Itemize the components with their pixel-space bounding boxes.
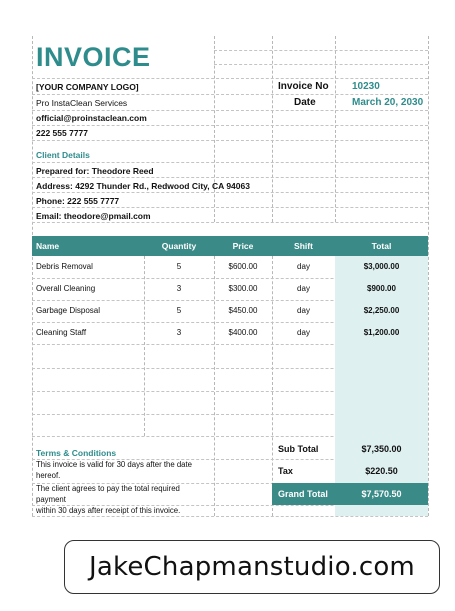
subtotal-label: Sub Total bbox=[278, 444, 319, 454]
invoice-no-label: Invoice No bbox=[278, 81, 329, 92]
tax-label: Tax bbox=[278, 466, 293, 476]
item-total: $1,200.00 bbox=[363, 328, 400, 337]
grid-line bbox=[32, 110, 428, 111]
terms-line: This invoice is valid for 30 days after the date bbox=[36, 460, 193, 469]
header-price: Price bbox=[232, 241, 254, 251]
grid-line bbox=[32, 207, 428, 208]
item-price: $450.00 bbox=[228, 306, 258, 315]
item-name: Cleaning Staff bbox=[36, 328, 87, 337]
table-row bbox=[32, 278, 428, 300]
table-row bbox=[32, 256, 428, 278]
grand-total-value: $7,570.50 bbox=[361, 489, 402, 499]
date-value: March 20, 2030 bbox=[352, 97, 424, 108]
item-quantity: 5 bbox=[176, 306, 182, 315]
invoice-no-value: 10230 bbox=[352, 81, 380, 92]
table-row bbox=[32, 300, 428, 322]
item-name: Garbage Disposal bbox=[36, 306, 101, 315]
grid-line bbox=[214, 64, 428, 65]
item-total: $3,000.00 bbox=[363, 262, 400, 271]
item-total: $2,250.00 bbox=[363, 306, 400, 315]
client-details-heading: Client Details bbox=[36, 150, 90, 160]
grid-line bbox=[32, 94, 428, 95]
header-total: Total bbox=[371, 241, 392, 251]
grid-line bbox=[32, 78, 428, 79]
date-label: Date bbox=[294, 97, 316, 108]
grand-total-label: Grand Total bbox=[278, 489, 328, 499]
client-phone: Phone: 222 555 7777 bbox=[36, 196, 120, 206]
company-phone: 222 555 7777 bbox=[36, 128, 88, 138]
item-total: $900.00 bbox=[367, 284, 396, 293]
client-prepared-for: Prepared for: Theodore Reed bbox=[36, 166, 154, 176]
terms-line: The client agrees to pay the total required bbox=[36, 484, 180, 493]
grid-line bbox=[32, 192, 428, 193]
item-name: Overall Cleaning bbox=[36, 284, 96, 293]
item-shift: day bbox=[297, 284, 310, 293]
client-email: Email: theodore@pmail.com bbox=[36, 211, 151, 221]
header-shift: Shift bbox=[294, 241, 313, 251]
watermark-banner bbox=[64, 540, 440, 594]
item-price: $400.00 bbox=[228, 328, 258, 337]
header-quantity: Quantity bbox=[161, 241, 197, 251]
terms-line: hereof. bbox=[36, 471, 61, 480]
grid-line bbox=[214, 50, 428, 51]
grid-line bbox=[32, 177, 428, 178]
item-quantity: 3 bbox=[176, 328, 182, 337]
item-name: Debris Removal bbox=[36, 262, 93, 271]
table-row bbox=[32, 322, 428, 344]
company-name: Pro InstaClean Services bbox=[36, 98, 128, 108]
terms-line: within 30 days after receipt of this invoice. bbox=[36, 506, 181, 515]
item-shift: day bbox=[297, 328, 310, 337]
table-header bbox=[32, 236, 428, 256]
grid-line bbox=[32, 140, 428, 141]
terms-line: payment bbox=[36, 495, 66, 504]
client-address: Address: 4292 Thunder Rd., Redwood City, CA 94063 bbox=[36, 181, 250, 191]
invoice-sheet bbox=[32, 36, 428, 516]
item-price: $600.00 bbox=[228, 262, 258, 271]
tax-value: $220.50 bbox=[365, 466, 398, 476]
item-quantity: 5 bbox=[176, 262, 182, 271]
company-logo-placeholder: [YOUR COMPANY LOGO] bbox=[36, 82, 139, 92]
subtotal-value: $7,350.00 bbox=[361, 444, 402, 454]
item-quantity: 3 bbox=[176, 284, 182, 293]
invoice-title: INVOICE bbox=[36, 42, 151, 72]
watermark-text: JakeChapmanstudio.com bbox=[89, 552, 415, 582]
grid-line bbox=[428, 36, 429, 516]
header-name: Name bbox=[36, 241, 60, 251]
terms-heading: Terms & Conditions bbox=[36, 448, 117, 458]
grid-line bbox=[32, 162, 428, 163]
item-price: $300.00 bbox=[228, 284, 258, 293]
grid-line bbox=[32, 125, 428, 126]
item-shift: day bbox=[297, 306, 310, 315]
grid-line bbox=[32, 222, 428, 223]
company-email: official@proinstaclean.com bbox=[36, 113, 147, 123]
grid-line bbox=[32, 516, 428, 517]
grand-total-row bbox=[272, 483, 428, 505]
item-shift: day bbox=[297, 262, 310, 271]
